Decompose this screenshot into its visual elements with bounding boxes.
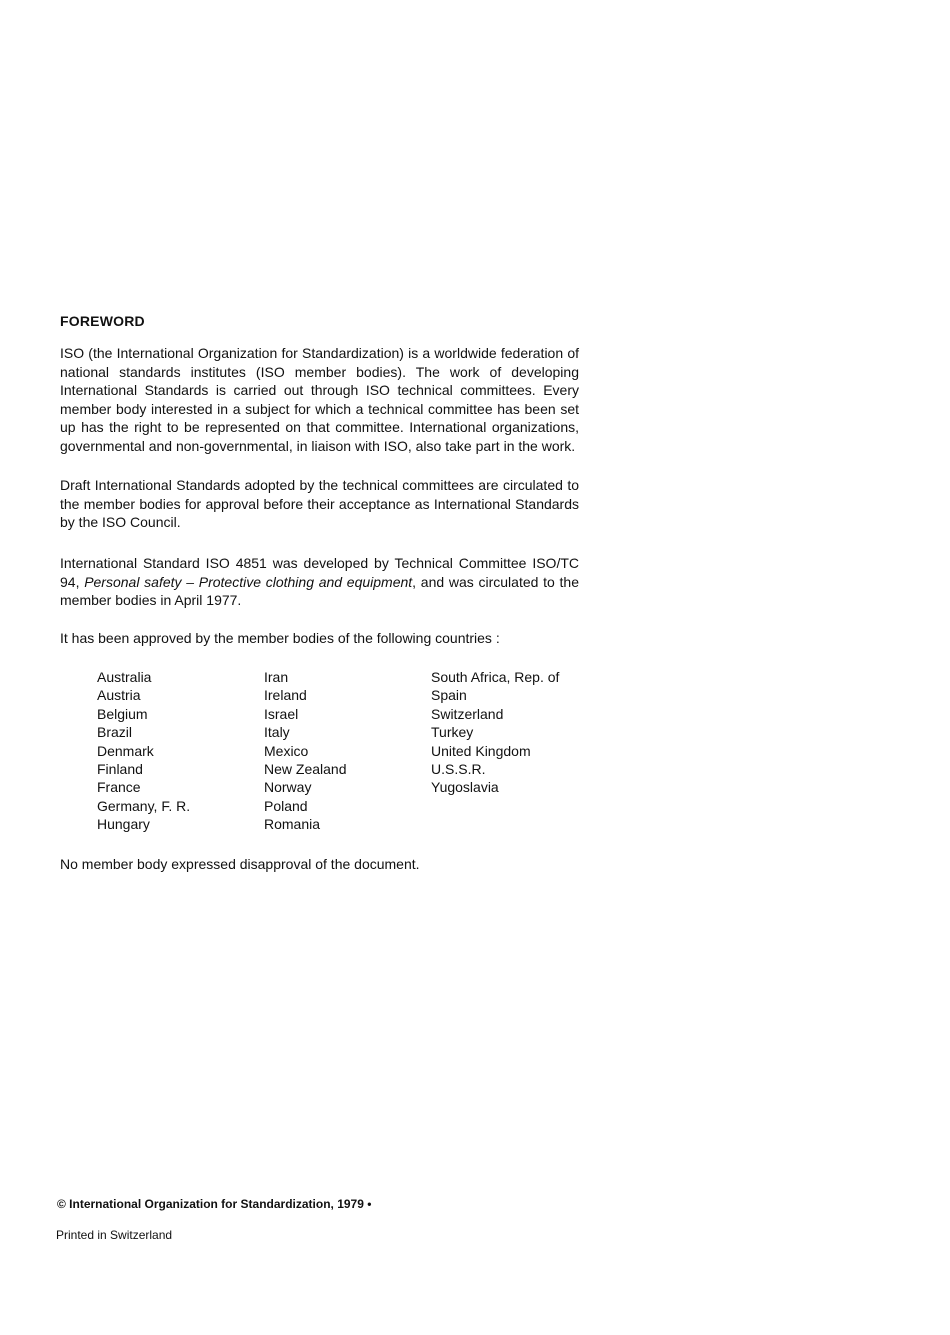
country-item: U.S.S.R. [431, 761, 486, 778]
country-item: Italy [264, 724, 290, 741]
country-item: France [97, 779, 141, 796]
country-item: Israel [264, 705, 299, 722]
country-item: Austria [97, 687, 141, 704]
country-item: Spain [431, 687, 467, 704]
paragraph-3-text-after: , and was circulated to the member bodies in April 1977. [60, 573, 579, 608]
country-item: Ireland [264, 687, 307, 704]
printed-in-line: Printed in Switzerland [56, 1228, 173, 1242]
country-item: Turkey [431, 724, 474, 741]
country-list-column-2 [264, 668, 347, 834]
foreword-paragraph-3 [60, 554, 579, 610]
disapproval-note: No member body expressed disapproval of the document. [60, 856, 420, 872]
country-item: Belgium [97, 705, 148, 722]
foreword-heading: FOREWORD [60, 313, 145, 329]
country-item: New Zealand [264, 761, 347, 778]
approval-intro: It has been approved by the member bodies of the following countries : [60, 630, 500, 646]
country-item: Romania [264, 816, 321, 833]
copyright-line: © International Organization for Standardization, 1979 • [57, 1197, 372, 1211]
country-item: Brazil [97, 724, 133, 741]
country-item: Switzerland [431, 705, 504, 722]
country-item: Yugoslavia [431, 779, 499, 796]
country-item: Hungary [97, 816, 150, 833]
country-list-column-1 [97, 668, 190, 834]
foreword-paragraph-1: ISO (the International Organization for Standardization) is a worldwide federation of national standards institutes (ISO member bodies). The work of developing International Standards is carried out through ISO technical committees. Every member body interested in a subject for which a technical committee has been set up has the right to be represented on that committee. International organizations, governmental and non-governmental, in liaison with ISO, also take part in the work. [60, 345, 579, 454]
country-item: Australia [97, 669, 152, 685]
committee-title: Personal safety – Protective clothing and equipment [84, 573, 413, 590]
foreword-paragraph-2: Draft International Standards adopted by the technical committees are circulated to the member bodies for approval before their acceptance as International Standards by the ISO Council. [60, 477, 579, 530]
country-item: Denmark [97, 742, 154, 759]
paragraph-3-text-before: International Standard ISO 4851 was developed by Technical Committee ISO/TC 94, [60, 555, 579, 590]
country-item: Germany, F. R. [97, 797, 191, 814]
country-item: United Kingdom [431, 742, 531, 759]
country-item: Iran [264, 669, 289, 685]
country-item: Finland [97, 761, 143, 778]
country-item: Norway [264, 779, 312, 796]
country-item: Mexico [264, 742, 309, 759]
country-list-column-3 [431, 668, 559, 797]
country-item: South Africa, Rep. of [431, 669, 560, 685]
country-item: Poland [264, 797, 308, 814]
